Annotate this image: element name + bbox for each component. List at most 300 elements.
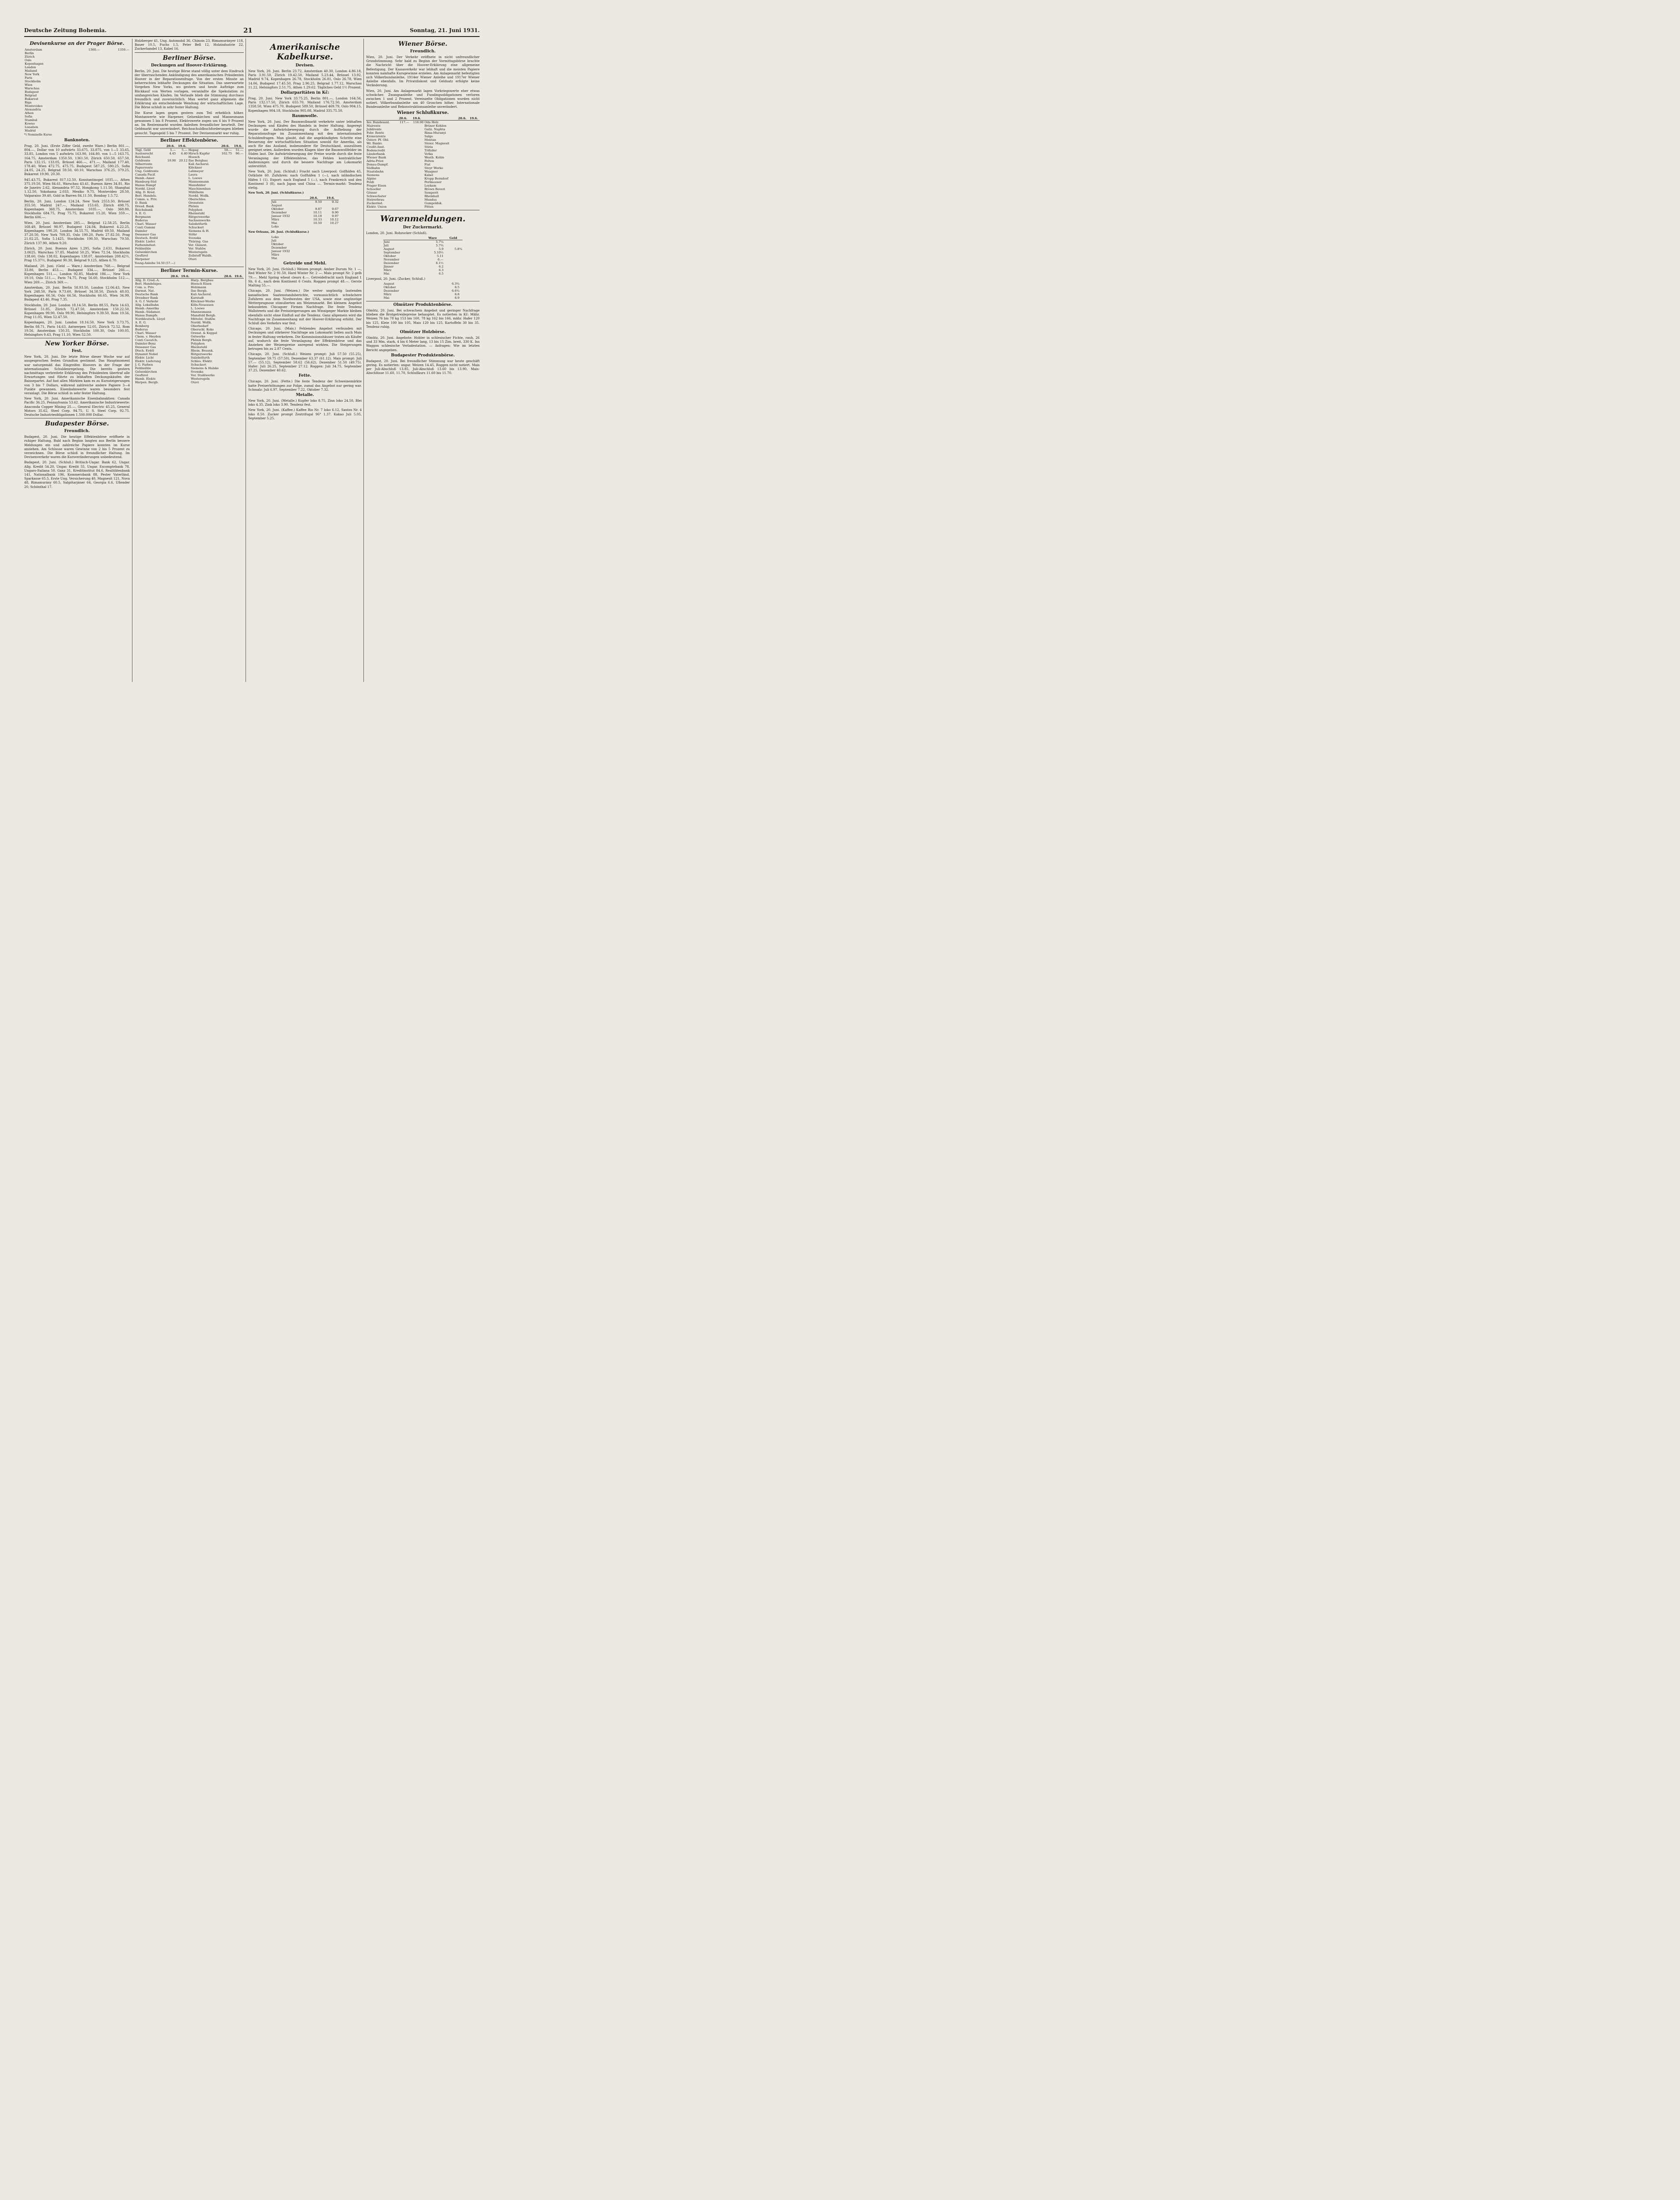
table-cell (100, 111, 130, 115)
table-cell (456, 180, 468, 184)
table-cell (468, 173, 480, 177)
table-cell: 6.3 (439, 268, 444, 272)
newyork-text: New York, 20. Juni. Die letzte Börse dieser Woche war auf ausgesprochen festen Grundton gestimmt. Das Hauptmoment war naturgemäß das Eingreifen Hoovers in der Frage der internationalen Schuldenregelung. Die bereits gestern nachmittags verbreitete Erklärung des Präsidenten übertraf alle Erwartungen und führte zu lebhaften Deckungskäufen der Baissepartei. Auf fast allen Märkten kam es zu Kurssteigerungen von 3 bis 7 Dollars, während zahlreiche andere Papiere 3—4 Punkte gewannen. Eisenbahnwerte waren besonders fest veranlagt. Die Börse schloß in sehr fester Haltung. (24, 355, 130, 395)
table-cell: Steirerbrau (367, 198, 385, 202)
table-cell (396, 131, 410, 135)
table-cell (169, 300, 180, 303)
table-cell (336, 242, 339, 246)
table-cell (232, 191, 244, 194)
table-cell: Dresdner Bank (135, 296, 158, 300)
table-cell: 9.50 (315, 200, 322, 204)
table-cell: Zellstoff Waldh. (188, 253, 213, 257)
table-cell: 10.50 (313, 221, 322, 225)
table-cell (410, 163, 424, 166)
table-cell (232, 166, 244, 169)
table-cell (233, 303, 244, 307)
table-cell: Nordd. Wollk. (188, 194, 209, 198)
table-cell (71, 76, 100, 80)
table-cell (468, 184, 480, 187)
table-row (366, 173, 480, 177)
table-cell: Südbahn (367, 166, 380, 170)
table-cell: 96.— (235, 151, 243, 155)
table-row (383, 258, 463, 261)
table-cell (180, 377, 191, 381)
table-row (135, 240, 244, 243)
table-cell: Oktober (383, 254, 396, 258)
table-cell: Galiz. Naphta (424, 127, 445, 131)
table-cell (169, 317, 180, 321)
table-cell (233, 335, 244, 338)
table-cell (410, 152, 424, 156)
table-cell (165, 191, 176, 194)
table-row (135, 363, 244, 367)
table-cell (218, 257, 232, 261)
newyork-subtitle: Fest. (72, 349, 82, 354)
table-row (24, 97, 130, 101)
table-row (24, 108, 130, 111)
getreide-text: New York, 20. Juni. (Schluß.) Weizen prompt: Amber Durum Nr. 1 —, Red Winter Nr. 2 91.50, Hard Winter Nr. 2 —. Mais prompt Nr. 2 gelb 79.—. Mehl Spring wheat clears 4.—. Getreidefracht nach England 1 Sh. 6 d., nach dem Kontinent 6 Cents. Roggen prompt 48.—. Gerste Malting 55.—. (248, 267, 362, 288)
table-cell: Phönix (188, 204, 199, 208)
table-cell: Reichsanl. (135, 155, 151, 159)
table-cell: Elektr. Lieferung (135, 359, 161, 363)
table-cell (468, 163, 480, 166)
table-cell (176, 257, 188, 261)
table-header: 20.6. (169, 275, 180, 279)
table-cell (410, 156, 424, 159)
table-cell: Oktober (271, 242, 284, 246)
table-cell (165, 176, 176, 180)
table-cell (456, 163, 468, 166)
table-cell (410, 184, 424, 187)
table-cell (100, 122, 130, 125)
table-cell: 9.90 (332, 211, 339, 215)
table-cell (71, 90, 100, 94)
table-cell (444, 258, 462, 261)
newyork-title: New Yorker Börse. (45, 340, 109, 348)
table-row (366, 184, 480, 187)
table-cell: Oberschl. Koks (191, 327, 214, 331)
table-cell: Dessauer Gas (135, 232, 156, 236)
table-cell (233, 342, 244, 345)
table-cell: Ostwerke (191, 334, 205, 338)
liverpool-table (383, 282, 463, 300)
table-cell: Canada Pacif. (135, 172, 156, 176)
table-cell (232, 219, 244, 222)
table-row (135, 198, 244, 201)
table-cell (456, 177, 468, 180)
table-cell: Oda Holz (424, 120, 439, 124)
table-cell: Buderus (135, 327, 148, 331)
table-cell (169, 324, 180, 328)
table-cell: Leykam (424, 183, 437, 187)
table-cell (396, 124, 410, 128)
table-cell: Perlmooser (424, 180, 442, 184)
table-cell: Dezember (383, 289, 399, 293)
neworleans-table (271, 235, 339, 260)
table-cell (410, 187, 424, 191)
table-row (135, 208, 244, 212)
table-row (366, 152, 480, 156)
table-cell (218, 162, 232, 166)
table-cell: Rütgerswerke (191, 352, 213, 356)
table-cell (468, 202, 480, 205)
table-cell (180, 300, 191, 303)
table-cell: Gösser (367, 191, 377, 194)
table-cell: Wr. Bankv. (367, 141, 383, 145)
table-row (24, 122, 130, 125)
table-cell: Zürich (25, 55, 35, 59)
table-cell (165, 173, 176, 176)
table-cell (336, 253, 339, 257)
table-header (191, 275, 223, 279)
table-cell: Westb. Kohle (424, 155, 444, 159)
table-cell (176, 201, 188, 205)
table-row (271, 218, 339, 221)
table-cell: Allg. D. Cred.-A. (135, 278, 160, 282)
table-cell: Berl. Handelsges. (135, 282, 162, 286)
table-cell (169, 374, 180, 377)
table-cell (218, 233, 232, 236)
table-cell: Schuckert (188, 225, 204, 229)
table-row (135, 377, 244, 381)
table-cell (305, 204, 322, 207)
table-cell (322, 204, 339, 207)
table-cell (165, 240, 176, 243)
table-cell: Hamburg-Süd (135, 180, 157, 183)
table-cell: Semperit (424, 191, 439, 194)
table-row (135, 201, 244, 205)
table-cell (165, 180, 176, 183)
holz-text: Olmütz, 20. Juni. Angebote: Hobler in schlesischer Fichte, rauh, 26 und 33 Mm. stark, 4 bis 6 Meter lang, 13 bis 15 Zim. breit, 330 K. Ins Waggon schlesische Verladestation. — Anfragen: Wie im letzten Bericht angegeben. (366, 336, 480, 352)
table-cell (233, 363, 244, 367)
table-cell (223, 296, 234, 300)
table-cell: Kabel (424, 173, 433, 177)
table-cell: Rima-Muranyi (424, 131, 446, 135)
table-cell (233, 317, 244, 321)
table-cell: Oktober (383, 286, 396, 290)
metalle-text: New York, 20. Juni. (Metalle.) Kupfer loko 8.75, Zinn loko 24.50, Blei loko 4.35, Zink loko 3.90. Tendenz fest. (248, 398, 362, 407)
table-row (383, 240, 463, 244)
table-cell (169, 296, 180, 300)
table-row (135, 243, 244, 247)
table-cell (233, 289, 244, 293)
table-cell (396, 187, 410, 191)
table-cell (232, 162, 244, 166)
kabel-title: Amerikanische Kabelkurse. (270, 42, 340, 62)
table-header (271, 196, 306, 200)
table-cell: Maschinenbau (188, 187, 211, 191)
table-cell (410, 145, 424, 149)
baumwolle-text: New York, 20. Juni. Der Baumwollmarkt verkehrte unter lebhaften Deckungen und Käufen des Handels in fester Haltung. Angeregt wurde die Aufwärtsbewegung durch die Aufhebung der Reparationsfrage im Zusammenhang mit den internationalen Schuldenfragen. Man glaubt, daß die angekündigten Schritte eine Besserung der wirtschaftlichen Situation sowohl für Amerika, als auch für das Ausland, insbesondere für Deutschland, auszulösen geeignet seien. Außerdem wurden Klagen über die Baumwollfelder im Süden laut. Die Aufwärtsbewegung der Preise wurde durch die feste Veranlagung der Effektenbörse, das Fehlen kontraktlicher Andienungen und durch die bessere Nachfrage am Lokomarkt unterstützt. (248, 119, 362, 169)
table-cell (100, 94, 130, 97)
table-cell (180, 293, 191, 296)
getreide-subtitle: Getreide und Mehl. (283, 261, 326, 266)
table-cell (444, 254, 462, 258)
table-cell (165, 257, 176, 261)
buda-prod-title: Budapester Produktenbörse. (391, 353, 455, 358)
table-cell (180, 349, 191, 352)
budapest-subtitle: Freundlich. (64, 429, 90, 434)
table-cell: Hansa Dampfs. (135, 313, 158, 317)
table-row (135, 222, 244, 226)
table-cell (176, 162, 188, 166)
table-row (366, 202, 480, 205)
table-cell (176, 187, 188, 191)
table-cell (165, 222, 176, 226)
table-cell (169, 367, 180, 370)
table-cell (223, 278, 234, 282)
table-cell (468, 180, 480, 184)
table-row (383, 272, 463, 275)
table-cell: Hapag (188, 148, 198, 152)
table-cell (218, 187, 232, 191)
table-row (135, 282, 244, 286)
table-cell (180, 286, 191, 289)
table-cell (180, 345, 191, 349)
table-row (135, 191, 244, 194)
table-cell: Daimler-Benz (135, 341, 156, 345)
table-row (135, 359, 244, 363)
table-row (383, 254, 463, 258)
table-cell (444, 251, 462, 254)
table-row (24, 118, 130, 122)
table-row (383, 286, 463, 289)
table-cell: 9.32 (332, 200, 339, 204)
table-cell: Prager Eisen (367, 183, 386, 187)
table-cell (232, 250, 244, 254)
table-cell (223, 374, 234, 377)
table-cell (176, 198, 188, 201)
table-cell: Schles. Elektr. (191, 359, 213, 363)
table-row (366, 166, 480, 170)
table-row (24, 87, 130, 90)
table-cell (169, 352, 180, 356)
table-cell (71, 122, 100, 125)
table-cell (176, 215, 188, 219)
table-cell (100, 108, 130, 111)
table-cell: 5.7¾ (436, 243, 444, 247)
table-cell (165, 247, 176, 250)
table-cell: Salzdetfurth (191, 356, 210, 359)
table-cell: Karstadt (191, 296, 204, 300)
table-cell: 6.5 (439, 271, 444, 275)
table-cell (165, 194, 176, 198)
table-row (135, 205, 244, 208)
table-cell (100, 51, 130, 55)
table-cell (456, 159, 468, 163)
table-cell: Juli (383, 243, 389, 247)
table-cell (233, 331, 244, 335)
table-cell: Steyr Werke (424, 166, 444, 170)
table-cell (176, 250, 188, 254)
table-row (135, 169, 244, 173)
table-row (271, 211, 339, 214)
table-cell: Warschau (25, 87, 40, 90)
table-cell (232, 173, 244, 176)
table-cell (165, 254, 176, 257)
table-cell: Trifailer (424, 148, 437, 152)
table-cell (165, 155, 176, 159)
table-cell: Mailand (25, 69, 37, 73)
table-cell: 5.9 (439, 247, 444, 251)
table-cell (176, 243, 188, 247)
table-cell: Mai (383, 296, 389, 300)
table-header: 19.6. (233, 275, 244, 279)
table-cell: Januar 1932 (271, 214, 290, 218)
table-cell: Mai (271, 257, 277, 260)
table-cell: Phönix Bergb. (191, 338, 213, 342)
table-cell: Reichsbank (135, 208, 153, 212)
table-row (135, 352, 244, 356)
chicago-mais-text: Chicago, 20. Juni. (Mais.) Fehlendes Angebot verbunden mit Deckungen und stärkerer Nachfrage am Lokomarkt ließen auch Mais in fester Haltung verkehren. Die Kommissionshäuser traten als Käufer auf, wodurch die feste Veranlagung der Effektenbörse und das Anziehen der Weizenpreise anregend wirkten. Die Steigerungen betrugen bis zu 2.87 Cents. (248, 326, 362, 351)
table-cell: Mannesmann (188, 180, 209, 183)
table-cell (444, 272, 462, 275)
table-row (135, 342, 244, 345)
table-row (271, 221, 339, 225)
neworleans-title: New Orleans, 20. Juni. (Schlußkurse.) (248, 230, 309, 234)
table-cell: 6.2 (439, 264, 444, 268)
table-cell (176, 208, 188, 212)
table-cell (223, 324, 234, 328)
table-cell (223, 317, 234, 321)
table-cell (468, 145, 480, 149)
table-row (135, 335, 244, 338)
table-cell: Deutsch. Erdöl (135, 236, 158, 240)
table-cell: Hamb.-Amer. (135, 176, 155, 180)
table-cell (218, 254, 232, 257)
table-cell (71, 80, 100, 83)
table-cell (233, 282, 244, 286)
table-cell: Deutsche Bank (135, 292, 158, 296)
table-cell (71, 125, 100, 129)
table-row (135, 381, 244, 384)
table-cell (223, 300, 234, 303)
table-row (271, 249, 339, 253)
table-cell (169, 310, 180, 314)
table-cell (456, 191, 468, 194)
table-row (24, 73, 130, 76)
berliner-title: Berliner Börse. (162, 54, 216, 62)
table-cell (396, 194, 410, 198)
table-row (271, 225, 339, 228)
table-cell (396, 128, 410, 131)
table-header: 19.6. (410, 117, 424, 121)
table-cell: Norddeutsch. Lloyd (135, 317, 165, 321)
table-cell: Hoesch (188, 155, 200, 159)
table-cell (468, 120, 480, 124)
table-cell: Dezember (383, 261, 399, 265)
table-cell (180, 278, 191, 282)
table-cell (456, 128, 468, 131)
table-cell (460, 293, 462, 296)
table-cell (444, 265, 462, 268)
table-cell: Hansa Dampf (135, 183, 156, 187)
table-cell (468, 159, 480, 163)
table-cell (468, 156, 480, 159)
header-rule (24, 36, 480, 37)
table-cell (180, 342, 191, 345)
table-cell: Allg. Lokalbahn (135, 303, 159, 307)
table-cell: 10.11 (313, 211, 322, 215)
column-1 (24, 39, 130, 682)
table-cell (456, 166, 468, 170)
table-cell: Kopenhagen (25, 62, 44, 66)
table-row (135, 247, 244, 250)
table-cell: 6.— (437, 257, 444, 261)
table-cell (232, 198, 244, 201)
table-cell (232, 254, 244, 257)
table-row (135, 152, 244, 155)
table-cell (223, 370, 234, 374)
table-cell (410, 198, 424, 202)
table-cell (232, 208, 244, 212)
table-row (135, 212, 244, 215)
table-cell (336, 239, 339, 242)
table-header (135, 275, 169, 279)
table-row (366, 163, 480, 166)
devisen-note: *) Nominelle Kurse (24, 133, 52, 136)
table-cell: Salgo (424, 134, 433, 138)
table-cell: Juli (271, 200, 277, 204)
column-3 (248, 39, 362, 682)
table-header: Ware (421, 236, 444, 240)
table-row (135, 300, 244, 303)
table-cell (165, 226, 176, 229)
table-cell: Gesfürel (135, 253, 148, 257)
table-row (366, 191, 480, 194)
table-cell (223, 303, 234, 307)
table-cell (396, 145, 410, 149)
table-cell: Fiat (424, 162, 431, 166)
table-cell (169, 293, 180, 296)
table-cell (223, 377, 234, 381)
paragraph: Amsterdam, 20. Juni. Berlin 58.93.50, London 12.06.43, New York 248.50, Paris 9.73.60, Brüssel 34.58.50, Zürich 48.03, Kopenhagen 66.56, Oslo 66.56, Stockholm 66.65, Wien 34.99, Budapest 43.46, Prag 7.35. (24, 285, 130, 302)
table-row (135, 331, 244, 335)
table-cell (71, 62, 100, 66)
table-cell: Brown Boveri (424, 187, 445, 191)
table-cell (218, 159, 232, 162)
table-header (188, 144, 218, 148)
table-cell (223, 338, 234, 342)
table-header: 20.6. (305, 196, 322, 200)
table-cell: Polyphon (188, 208, 202, 212)
table-cell (233, 338, 244, 342)
table-cell: Belgrad (25, 94, 37, 97)
wiener-schluss-table (366, 117, 480, 209)
newyork-text-2: New York, 20. Juni. Amerikanische Eisenbahnaktien: Canada Pacific 36.25, Pennsylvania 53.62. Amerikanische Industriewerte: Anaconda Copper Mining 25.—, General Electric 45.25, General Motors 35.62, Steel Corp. 94.75, U. S. Steel Corp. 92.75. Deutsche Industrieobligationen 1.500.000 Dollar. (24, 396, 130, 417)
table-cell: Rütgerswerke (188, 215, 210, 219)
table-cell (169, 331, 180, 335)
table-cell (165, 169, 176, 173)
table-cell: Juni (383, 240, 390, 244)
table-cell (100, 76, 130, 80)
zucker-table (383, 236, 463, 275)
table-cell: 9.87 (315, 207, 322, 211)
table-cell (223, 363, 234, 367)
table-cell (169, 335, 180, 338)
table-cell (410, 191, 424, 194)
table-cell (100, 87, 130, 90)
table-cell (71, 108, 100, 111)
table-cell (169, 381, 180, 384)
table-cell: Gelsenkirchen (135, 250, 157, 254)
table-cell (233, 356, 244, 359)
table-row (366, 156, 480, 159)
table-cell (165, 243, 176, 247)
table-cell (169, 286, 180, 289)
table-cell (71, 94, 100, 97)
table-header: 19.6. (180, 275, 191, 279)
